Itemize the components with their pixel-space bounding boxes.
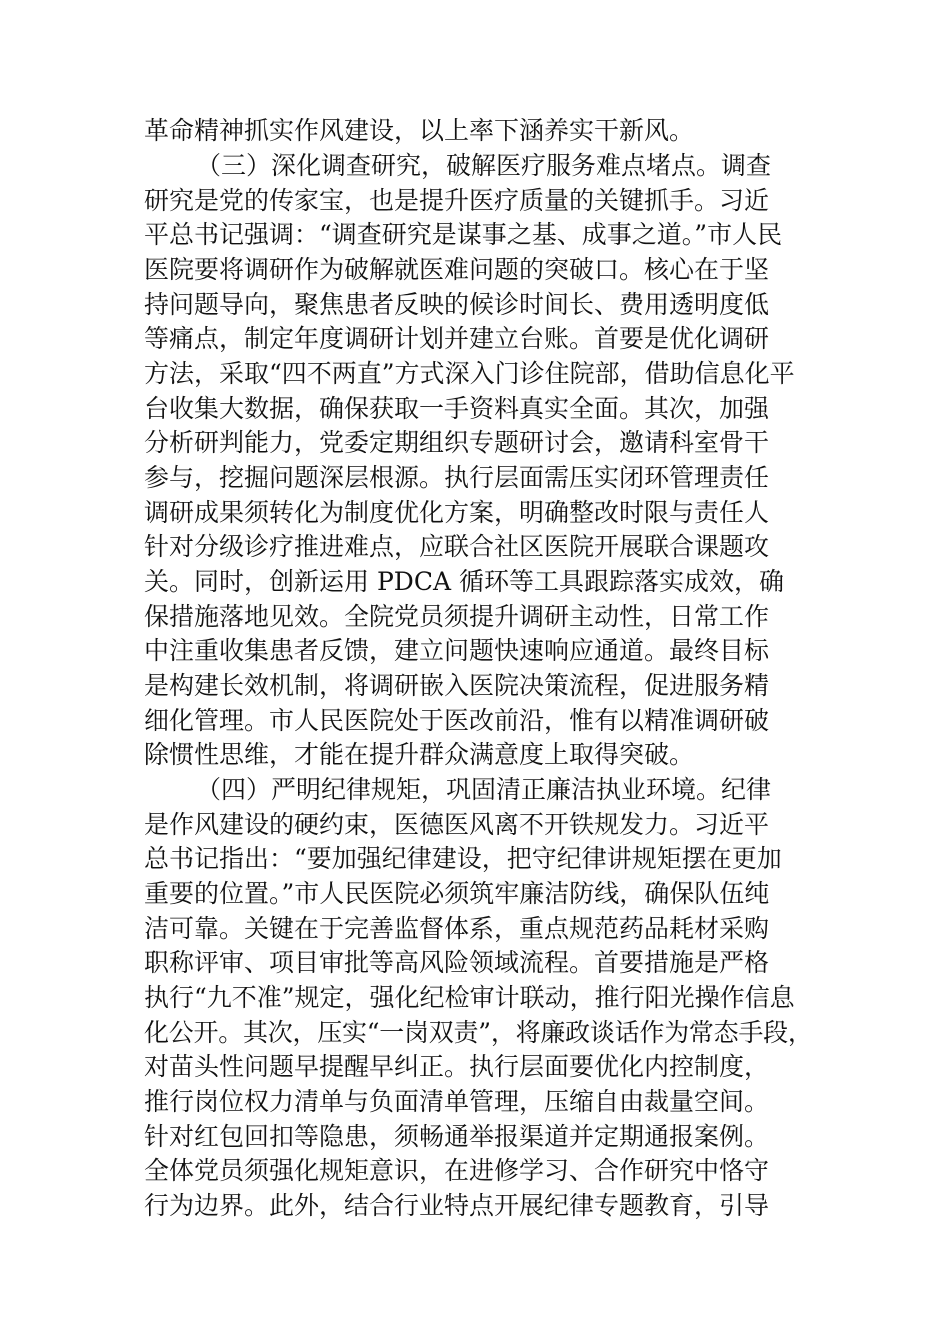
section-heading-line: （四）严明纪律规矩，巩固清正廉洁执业环境。纪律 [196,775,772,804]
text-line: 化公开。其次，压实“一岗双责”，将廉政谈话作为常态手段， [144,1018,813,1047]
text-line: 医院要将调研作为破解就医难问题的突破口。核心在于坚 [144,255,770,284]
text-line: 重要的位置。”市人民医院必须筑牢廉洁防线，确保队伍纯 [144,879,770,908]
text-line: 参与，挖掘问题深层根源。执行层面需压实闭环管理责任 [144,463,770,492]
text-line: 保措施落地见效。全院党员须提升调研主动性，日常工作 [144,602,770,631]
text-line: 平总书记强调：“调查研究是谋事之基、成事之道。”市人民 [144,220,783,249]
text-line: 中注重收集患者反馈，建立问题快速响应通道。最终目标 [144,636,770,665]
text-line: 行为边界。此外，结合行业特点开展纪律专题教育，引导 [144,1191,770,1220]
text-line: 分析研判能力，党委定期组织专题研讨会，邀请科室骨干 [144,428,770,457]
text-line: 全体党员须强化规矩意识，在进修学习、合作研究中恪守 [144,1156,770,1185]
text-line: 对苗头性问题早提醒早纠正。执行层面要优化内控制度， [144,1052,770,1081]
text-line: 台收集大数据，确保获取一手资料真实全面。其次，加强 [144,394,770,423]
text-line: 等痛点，制定年度调研计划并建立台账。首要是优化调研 [144,324,770,353]
text-line: 细化管理。市人民医院处于医改前沿，惟有以精准调研破 [144,706,770,735]
text-line: 方法，采取“四不两直”方式深入门诊住院部，借助信息化平 [144,359,795,388]
text-line: 针对红包回扣等隐患，须畅通举报渠道并定期通报案例。 [144,1122,770,1151]
text-line: 是构建长效机制，将调研嵌入医院决策流程，促进服务精 [144,671,770,700]
text-line: 除惯性思维，才能在提升群众满意度上取得突破。 [144,740,695,769]
text-line: 持问题导向，聚焦患者反映的候诊时间长、费用透明度低 [144,290,770,319]
text-line: 针对分级诊疗推进难点，应联合社区医院开展联合课题攻 [144,532,770,561]
text-line: 职称评审、项目审批等高风险领域流程。首要措施是严格 [144,948,770,977]
text-line: 是作风建设的硬约束，医德医风离不开铁规发力。习近平 [144,810,770,839]
text-line: 总书记指出：“要加强纪律建设，把守纪律讲规矩摆在更加 [144,844,782,873]
text-line: 关。同时，创新运用 PDCA 循环等工具跟踪落实成效，确 [144,567,784,596]
text-line: 推行岗位权力清单与负面清单管理，压缩自由裁量空间。 [144,1087,770,1116]
text-line: 革命精神抓实作风建设，以上率下涵养实干新风。 [144,116,695,145]
text-line: 调研成果须转化为制度优化方案，明确整改时限与责任人 [144,498,770,527]
section-heading-line: （三）深化调查研究，破解医疗服务难点堵点。调查 [196,151,772,180]
text-line: 执行“九不准”规定，强化纪检审计联动，推行阳光操作信息 [144,983,795,1012]
text-line: 研究是党的传家宝，也是提升医疗质量的关键抓手。习近 [144,186,770,215]
text-line: 洁可靠。关键在于完善监督体系，重点规范药品耗材采购 [144,914,770,943]
